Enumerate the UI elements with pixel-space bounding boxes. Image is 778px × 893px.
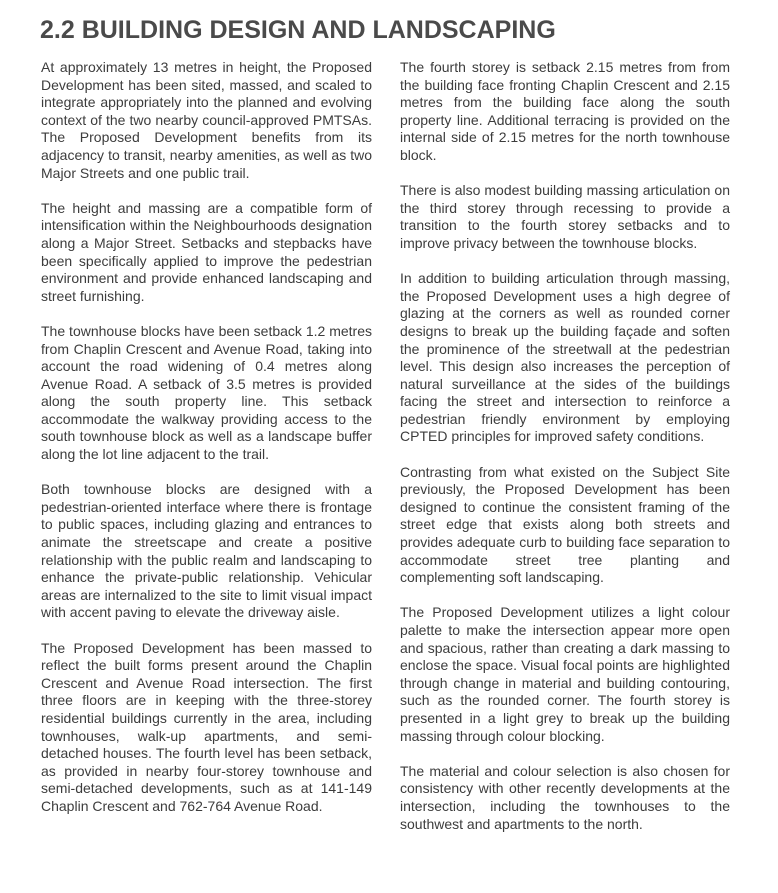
paragraph: The Proposed Development utilizes a light colour palette to make the intersection appear more open and spacious, rather than creating a dark massing to enclose the space. Visual focal points are highlighted through change in material and building contouring, such as the rounded corner. The fourth storey is presented in a light grey to break up the building massing through colour blocking. xyxy=(400,604,730,744)
paragraph: The fourth storey is setback 2.15 metres from from the building face fronting Chaplin Crescent and 2.15 metres from the building face along the south property line. Additional terracing is provided on the internal side of 2.15 metres for the north townhouse block. xyxy=(400,59,730,163)
paragraph: Contrasting from what existed on the Subject Site previously, the Proposed Development has been designed to continue the consistent framing of the street edge that exists along both streets and provides adequate curb to building face separation to accommodate street tree planting and complementing soft landscaping. xyxy=(400,463,730,586)
paragraph: Both townhouse blocks are designed with a pedestrian-oriented interface where there is frontage to public spaces, including glazing and entrances to animate the streetscape and create a positive relationship with the public realm and landscaping to enhance the private-public relationship. Vehicular areas are internalized to the site to limit visual impact with accent paving to elevate the driveway aisle. xyxy=(41,481,372,621)
paragraph: In addition to building articulation through massing, the Proposed Development uses a high degree of glazing at the corners as well as rounded corner designs to break up the building façade and soften the prominence of the streetwall at the pedestrian level. This design also increases the perception of natural surveillance at the sides of the buildings facing the street and intersection to reinforce a pedestrian friendly environment by employing CPTED principles for improved safety conditions. xyxy=(400,270,730,445)
paragraph: The Proposed Development has been massed to reflect the built forms present around the Chaplin Crescent and Avenue Road intersection. The first three floors are in keeping with the three-storey residential buildings currently in the area, including townhouses, walk-up apartments, and semi-detached houses. The fourth level has been setback, as provided in nearby four-storey townhouse and semi-detached developments, such as at 141-149 Chaplin Crescent and 762-764 Avenue Road. xyxy=(41,639,372,814)
paragraph: At approximately 13 metres in height, the Proposed Development has been sited, massed, and scaled to integrate appropriately into the planned and evolving context of the two nearby council-approved PMTSAs. The Proposed Development benefits from its adjacency to transit, nearby amenities, as well as two Major Streets and one public trail. xyxy=(41,59,372,181)
section-title: 2.2 BUILDING DESIGN AND LANDSCAPING xyxy=(40,16,556,44)
paragraph: There is also modest building massing articulation on the third storey through recessing to provide a transition to the fourth storey setbacks and to improve privacy between the townhouse blocks. xyxy=(400,182,730,251)
paragraph: The townhouse blocks have been setback 1.2 metres from Chaplin Crescent and Avenue Road, taking into account the road widening of 0.4 metres along Avenue Road. A setback of 3.5 metres is provided along the south property line. This setback accommodate the walkway providing access to the south townhouse block as well as a landscape buffer along the lot line adjacent to the trail. xyxy=(41,322,372,463)
left-column xyxy=(41,59,372,816)
right-column xyxy=(400,59,730,833)
paragraph: The height and massing are a compatible form of intensification within the Neighbourhoods designation along a Major Street. Setbacks and stepbacks have been specifically applied to improve the pedestrian environment and provide enhanced landscaping and street furnishing. xyxy=(41,199,372,304)
paragraph: The material and colour selection is also chosen for consistency with other recently developments at the intersection, including the townhouses to the southwest and apartments to the north. xyxy=(400,762,730,832)
